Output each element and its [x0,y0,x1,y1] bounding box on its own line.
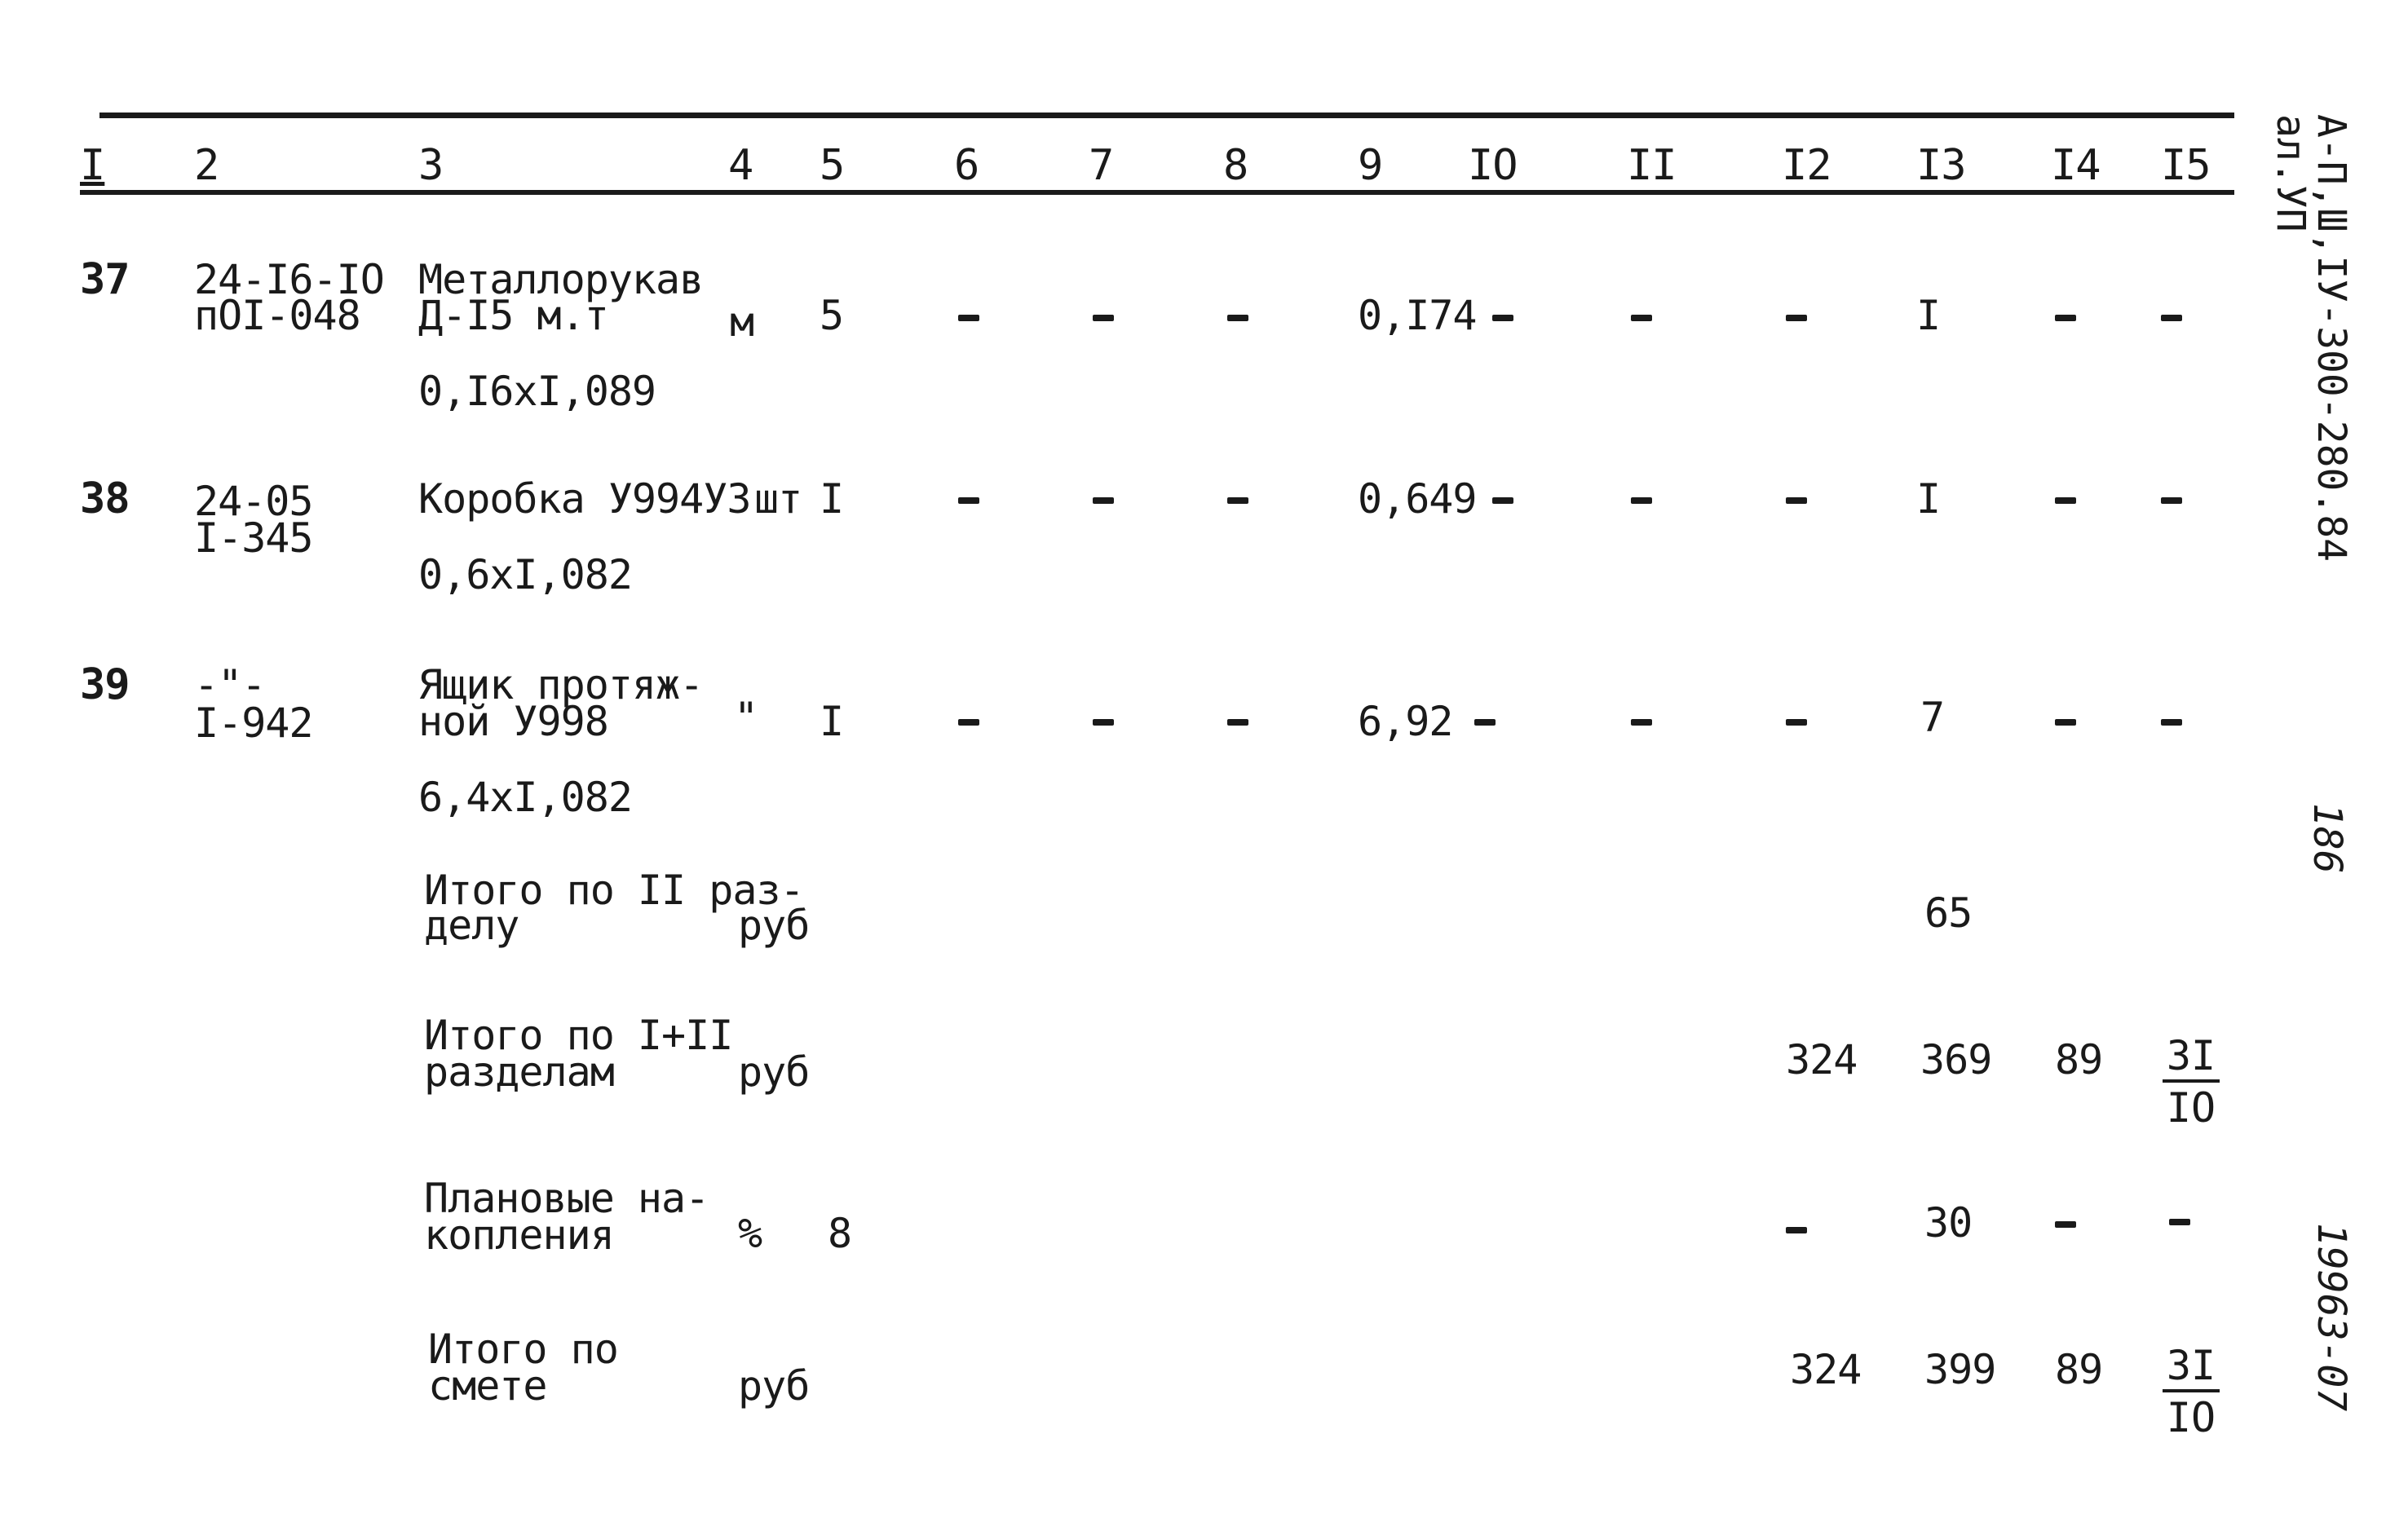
fraction-denominator: IO [2166,1084,2216,1132]
unit: руб [738,902,810,949]
dash [1492,497,1513,504]
total-label: смете [428,1362,547,1410]
dash [958,719,979,726]
formula: 6,4хI,082 [418,774,632,821]
dash [1227,719,1248,726]
dash [2161,497,2182,504]
price-code: I-942 [194,699,313,747]
total-label: Плановые на- [424,1175,709,1222]
col-header-5: 5 [820,141,845,190]
dash [958,315,979,321]
col-header-6: 6 [954,141,979,190]
top-rule [99,113,2234,118]
cost-col13: 399 [1924,1346,1996,1393]
item-name: ной У998 [418,698,608,745]
document-code: А-П,Ш,IУ-300-280.84 [2309,114,2354,563]
unit: м [730,298,754,346]
col-header-1: I [80,141,105,190]
dash [1093,497,1114,504]
cost-col13: 7 [1920,694,1945,741]
item-name: Металлорукав [418,256,704,303]
total-label: делу [424,902,519,949]
item-name: Коробка У994УЗ [418,475,751,523]
dash [1786,1227,1807,1233]
dash [1631,719,1652,726]
fraction-numerator: 3I [2163,1035,2220,1083]
fraction-denominator: IO [2166,1394,2216,1441]
cost-col13: 369 [1920,1036,1992,1083]
cost-col13: 30 [1924,1199,1973,1247]
col-header-4: 4 [728,141,753,190]
col-header-3: 3 [418,141,444,190]
col-header-14: I4 [2051,141,2101,190]
col-header-10: IO [1468,141,1518,190]
dash [2161,315,2182,321]
dash [1786,315,1807,321]
col-header-8: 8 [1223,141,1248,190]
total-label: Итого по I+II [424,1012,733,1059]
price-code: I-345 [194,514,313,562]
cost-col12: 324 [1786,1036,1858,1083]
dash [1227,497,1248,504]
total-label: Итого по [428,1326,618,1373]
dash [2055,1221,2076,1228]
col-header-7: 7 [1089,141,1114,190]
total-label: копления [424,1211,614,1259]
price-code: -"- [194,661,266,708]
item-name: Д-I5 м.т [418,292,608,339]
header-rule [80,190,2234,195]
page-number: 186 [2304,803,2350,874]
col-header-9: 9 [1358,141,1383,190]
unit-cost: 0,649 [1358,475,1477,523]
item-name: Ящик протяж- [418,661,704,708]
dash [1227,315,1248,321]
dash [2161,719,2182,726]
row-number: 39 [80,660,130,709]
unit: руб [738,1048,810,1096]
dash [1631,315,1652,321]
unit: % [738,1210,762,1257]
cost-col13: I [1916,475,1941,523]
dash [2055,719,2076,726]
formula: 0,I6хI,089 [418,368,656,415]
total-label: разделам [424,1048,614,1096]
quantity: I [820,475,844,523]
unit: руб [738,1362,810,1410]
unit-cost: 6,92 [1358,698,1453,745]
col-header-11: II [1627,141,1677,190]
inventory-number: 19963-07 [2309,1223,2354,1412]
dash [2169,1219,2190,1225]
fraction-col15 [2163,1032,2220,1132]
dash [1093,719,1114,726]
row-number: 38 [80,474,130,523]
cost-col12: 324 [1790,1346,1862,1393]
dash [2055,497,2076,504]
col-header-13: I3 [1916,141,1966,190]
dash [1093,315,1114,321]
dash [1492,315,1513,321]
price-code: 24-I6-IO [194,256,384,303]
col-header-2: 2 [194,141,219,190]
price-code: 24-05 [194,478,313,525]
dash [958,497,979,504]
cost-col13: I [1916,292,1941,339]
total-label: Итого по II раз- [424,867,804,914]
price-code: пOI-048 [194,292,360,339]
fraction-col15 [2163,1342,2220,1441]
dash [1631,497,1652,504]
quantity: I [820,698,844,745]
dash [1786,497,1807,504]
fraction-numerator: 3I [2163,1345,2220,1392]
quantity: 5 [820,292,844,339]
cost-col14: 89 [2055,1346,2103,1393]
unit: " [734,694,758,741]
unit: шт [754,475,802,523]
formula: 0,6хI,082 [418,551,632,598]
dash [1786,719,1807,726]
dash [2055,315,2076,321]
dash [1474,719,1496,726]
cost-col13: 65 [1924,889,1973,937]
col-header-12: I2 [1782,141,1831,190]
unit-cost: 0,I74 [1358,292,1477,339]
cost-col14: 89 [2055,1036,2103,1083]
col-header-15: I5 [2161,141,2211,190]
document-code-album: ал.УП [2268,114,2313,232]
row-number: 37 [80,255,130,304]
quantity: 8 [828,1210,852,1257]
